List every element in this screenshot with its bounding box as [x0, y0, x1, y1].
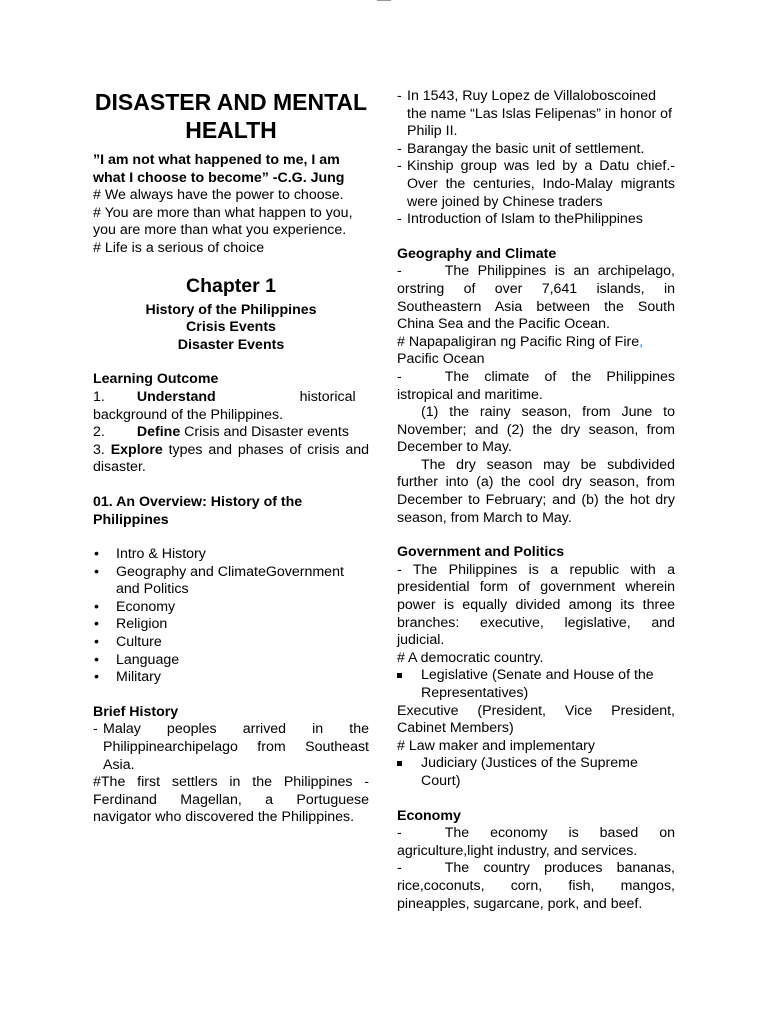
government-note: # A democratic country. [397, 649, 544, 666]
overview-list [93, 546, 369, 687]
economy-paragraph: - The economy is based on agriculture,light industry, and services. [397, 825, 675, 859]
intro-line: # We always have the power to choose. [93, 187, 344, 204]
list-item: • Military [94, 669, 161, 686]
list-item: • Culture [94, 634, 162, 651]
judiciary-item: Judiciary (Justices of the Supreme Court) [397, 755, 675, 790]
government-paragraph: - The Philippines is a republic with a presidential form of government wherein power is equally divided among its three branches: executive, legislative, and judicial. [397, 561, 675, 649]
history-item: - Kinship group was led by a Datu chief.- Over the centuries, Indo-Malay migrants were joined by Chinese traders [397, 158, 675, 210]
list-item: • Economy [94, 598, 176, 615]
history-item: - Barangay the basic unit of settlement. [397, 140, 645, 157]
learning-outcome-item: 2. Define Crisis and Disaster events [93, 424, 349, 441]
list-item: • Religion [94, 616, 168, 633]
history-item: - In 1543, Ruy Lopez de Villaloboscoined the name “Las Islas Felipenas” in honor of Philip II. [397, 88, 672, 140]
list-item: • Language [94, 651, 180, 668]
government-note: # Law maker and implementary [397, 737, 595, 754]
learning-outcome-item: 1. Understand historical background of the Philippines. [93, 388, 356, 423]
intro-line: # You are more than what happen to you, you are more than what you experience. [93, 204, 353, 239]
geography-paragraph: - The climate of the Philippines istropical and maritime. [397, 368, 675, 403]
geography-paragraph: - The Philippines is an archipelago, orstring of over 7,641 islands, in Southeastern Asia between the South China Sea and the Pacific Ocean. [397, 263, 675, 333]
history-item: - Introduction of Islam to thePhilippines [397, 211, 643, 228]
left-column [93, 88, 369, 827]
chapter-heading: Chapter 1 [186, 274, 276, 297]
square-bullet-icon [397, 761, 402, 766]
learning-outcome-item: 3. Explore types and phases of crisis and disaster. [93, 441, 369, 476]
economy-heading: Economy [397, 807, 461, 824]
brief-history-item: - Malay peoples arrived in the Philippinearchipelago from Southeast Asia. [93, 721, 369, 773]
brief-history-heading: Brief History [93, 703, 179, 720]
list-item: • Intro & History [94, 546, 206, 563]
government-heading: Government and Politics [397, 544, 565, 561]
chapter-subtitle: History of the Philippines [145, 301, 317, 318]
chapter-subtitle: Disaster Events [177, 336, 285, 353]
brief-history-note: #The first settlers in the Philippines - Ferdinand Magellan, a Portuguese navigator who discovered the Philippines. [93, 774, 369, 826]
geography-paragraph: The dry season may be subdivided further into (a) the cool dry season, from December to February; and (b) the hot dry season, from March to May. [397, 456, 675, 526]
quote: ”I am not what happened to me, I am what I choose to become” -C.G. Jung [93, 152, 345, 186]
intro-line: # Life is a serious of choice [93, 239, 265, 256]
geography-heading: Geography and Climate [397, 245, 557, 262]
intro-notes [93, 187, 369, 257]
economy-paragraph: - The country produces bananas, rice,coconuts, corn, fish, mangos, pineapples, sugarcane, pork, and beef. [397, 860, 675, 912]
chapter-subtitle: Crisis Events [186, 319, 276, 336]
overview-heading: 01. An Overview: History of the Philippines [93, 493, 303, 528]
legislative-item: Legislative (Senate and House of the Representatives) [397, 667, 675, 702]
document-title: DISASTER AND MENTAL HEALTH [94, 89, 368, 143]
learning-outcome-heading: Learning Outcome [93, 371, 219, 388]
right-column [397, 88, 675, 913]
geography-paragraph: (1) the rainy season, from June to November; and (2) the dry season, from December to May. [397, 404, 675, 456]
list-item: • Geography and ClimateGovernment and Politics [94, 563, 344, 598]
square-bullet-icon [397, 673, 402, 678]
executive-item: Executive (President, Vice President, Cabinet Members) [397, 702, 675, 737]
page-top-mark [377, 0, 391, 1]
ring-of-fire-note: # Napapaligiran ng Pacific Ring of Fire, Pacific Ocean [397, 333, 644, 368]
